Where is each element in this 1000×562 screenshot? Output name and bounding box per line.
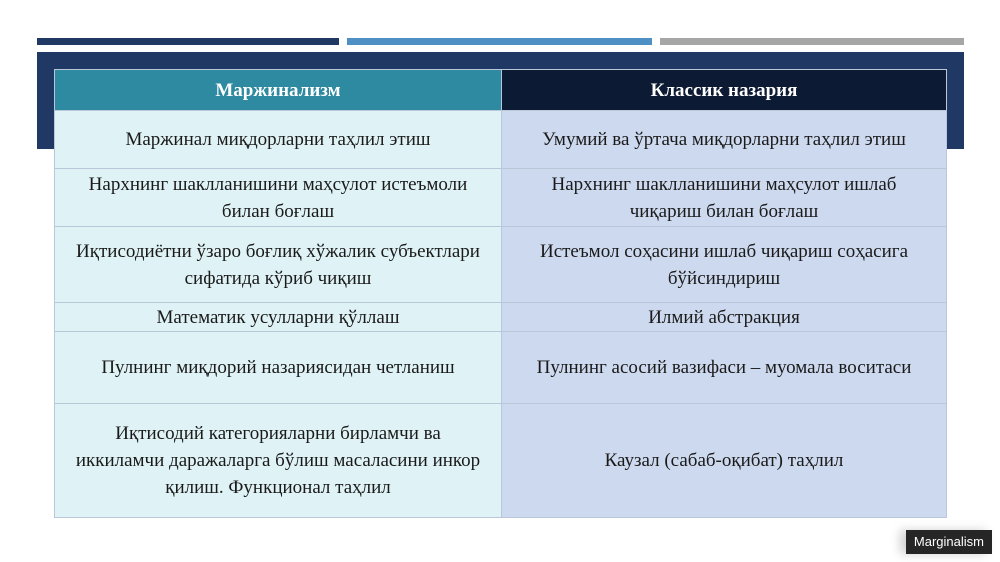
header-classic-theory: Классик назария xyxy=(502,70,947,111)
cell-marginalism: Маржинал миқдорларни таҳлил этиш xyxy=(55,111,502,169)
table-header-row xyxy=(55,70,947,111)
table-row xyxy=(55,227,947,303)
table-row xyxy=(55,303,947,332)
cell-marginalism: Математик усулларни қўллаш xyxy=(55,303,502,332)
top-accent-bar-gray xyxy=(660,38,964,45)
cell-classic: Умумий ва ўртача миқдорларни таҳлил этиш xyxy=(502,111,947,169)
cell-marginalism: Иқтисодий категорияларни бирламчи ва иккиламчи даражаларга бўлиш масаласини инкор қилиш. Функционал таҳлил xyxy=(55,404,502,518)
header-marginalism: Маржинализм xyxy=(55,70,502,111)
table-row xyxy=(55,111,947,169)
top-accent-bar-dark xyxy=(37,38,339,45)
cell-classic: Истеъмол соҳасини ишлаб чиқариш соҳасига бўйсиндириш xyxy=(502,227,947,303)
table-row xyxy=(55,332,947,404)
cell-classic: Нархнинг шаклланишини маҳсулот ишлаб чиқариш билан боғлаш xyxy=(502,169,947,227)
table-row xyxy=(55,404,947,518)
cell-marginalism: Нархнинг шаклланишини маҳсулот истеъмоли билан боғлаш xyxy=(55,169,502,227)
cell-marginalism: Пулнинг миқдорий назариясидан четланиш xyxy=(55,332,502,404)
top-accent-bar-blue xyxy=(347,38,652,45)
cell-classic: Каузал (сабаб-оқибат) таҳлил xyxy=(502,404,947,518)
comparison-table xyxy=(54,69,947,518)
cell-marginalism: Иқтисодиётни ўзаро боғлиқ хўжалик субъектлари сифатида кўриб чиқиш xyxy=(55,227,502,303)
slide-tag: Marginalism xyxy=(906,530,992,554)
cell-classic: Пулнинг асосий вазифаси – муомала воситаси xyxy=(502,332,947,404)
cell-classic: Илмий абстракция xyxy=(502,303,947,332)
table-row xyxy=(55,169,947,227)
